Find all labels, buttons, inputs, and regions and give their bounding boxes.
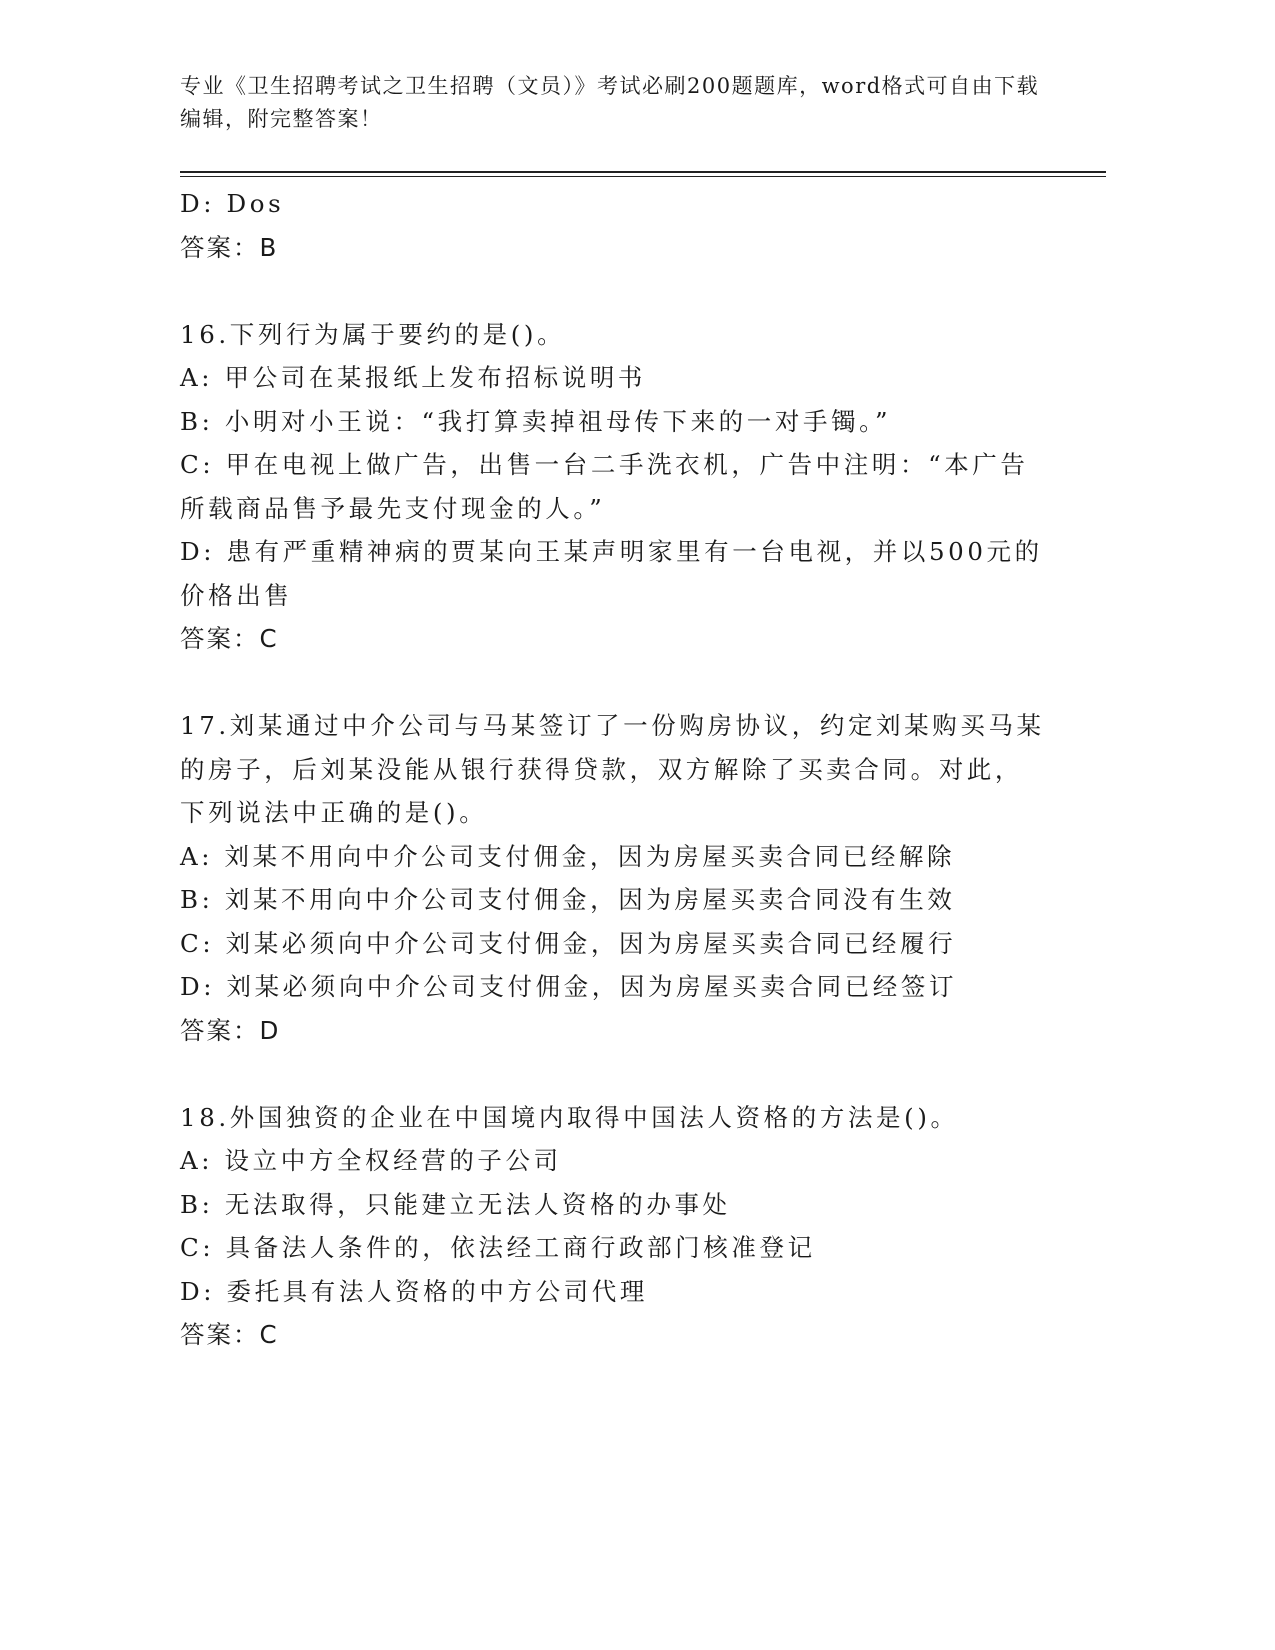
option-c: C: 甲在电视上做广告，出售一台二手洗衣机，广告中注明：“本广告 — [180, 450, 1029, 479]
question-16 — [180, 313, 1043, 661]
question-17 — [180, 704, 1045, 1052]
question-content — [180, 182, 1045, 1357]
answer: 答案：D — [180, 1015, 281, 1045]
question-stem: 18.外国独资的企业在中国境内取得中国法人资格的方法是()。 — [180, 1102, 959, 1132]
option-a: A: 设立中方全权经营的子公司 — [180, 1146, 562, 1175]
question-18 — [180, 1096, 1040, 1357]
answer: 答案：C — [180, 624, 279, 653]
question-stem: 17.刘某通过中介公司与马某签订了一份购房协议，约定刘某购买马某 — [180, 711, 1045, 740]
option-c-continued: 所载商品售予最先支付现金的人。” — [180, 493, 606, 523]
option-a: A: 刘某不用向中介公司支付佣金，因为房屋买卖合同已经解除 — [180, 841, 956, 871]
question-stem-continued: 下列说法中正确的是()。 — [180, 798, 488, 827]
answer: 答案：C — [180, 1320, 279, 1349]
option-a: A: 甲公司在某报纸上发布招标说明书 — [180, 363, 647, 392]
header-divider-thick — [180, 171, 1106, 173]
option-b: B: 小明对小王说：“我打算卖掉祖母传下来的一对手镯。” — [180, 406, 892, 436]
page-header: 专业《卫生招聘考试之卫生招聘（文员）》考试必刷200题题库，word格式可自由下载编辑，附完整答案！ — [180, 74, 1040, 131]
question-stem-continued: 的房子，后刘某没能从银行获得贷款，双方解除了买卖合同。对此， — [180, 754, 1023, 784]
question-stem: 16.下列行为属于要约的是()。 — [180, 319, 566, 349]
option-d: D: 刘某必须向中介公司支付佣金，因为房屋买卖合同已经签订 — [180, 972, 958, 1001]
option-b: B: 无法取得，只能建立无法人资格的办事处 — [180, 1189, 731, 1219]
option-d-previous: D: Dos — [180, 189, 285, 218]
header-divider-thin — [180, 176, 1106, 177]
option-d: D: 患有严重精神病的贾某向王某声明家里有一台电视，并以500元的 — [180, 537, 1043, 566]
option-d: D: 委托具有法人资格的中方公司代理 — [180, 1276, 648, 1306]
option-d-continued: 价格出售 — [180, 580, 293, 610]
option-b: B: 刘某不用向中介公司支付佣金，因为房屋买卖合同没有生效 — [180, 885, 956, 914]
option-c: C: 刘某必须向中介公司支付佣金，因为房屋买卖合同已经履行 — [180, 928, 957, 958]
option-c: C: 具备法人条件的，依法经工商行政部门核准登记 — [180, 1233, 816, 1262]
answer-previous: 答案：B — [180, 232, 279, 262]
